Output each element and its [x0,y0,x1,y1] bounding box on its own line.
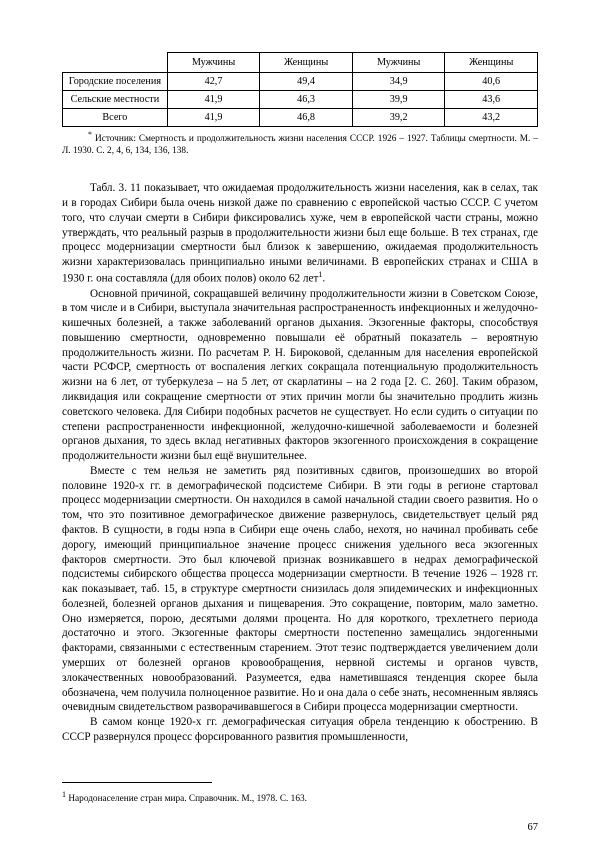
table-cell: 40,6 [445,73,538,91]
table-cell: 46,8 [260,109,353,127]
footnote-reference: 1 [318,270,323,279]
paragraph-1-text: Табл. 3. 11 показывает, что ожидаемая продолжительность жизни населения, как в селах, так и в городах Сибири была очень низкой даже по сравнению с европейской частью СССР. С учетом того, что случаи смерти в Сибири фиксировались хуже, чем в европейской части страны, можно утверждать, что реальный разрыв в продолжительности жизни был еще больше. В тех странах, где процесс модернизации смертности был близок к завершению, ожидаемая продолжительность жизни характеризовалась принципиально иными величинами. В европейских странах и США в 1930 г. она составляла (для обоих полов) около 62 лет [62,182,538,285]
table-cell: 41,9 [167,109,260,127]
table-cell: 43,2 [445,109,538,127]
table-header-row [63,53,538,73]
table-column-header: Мужчины [167,53,260,73]
paragraph-2: Основной причиной, сокращавшей величину продолжительности жизни в Советском Союзе, в том числе и в Сибири, выступала значительная распространенность инфекционных и желудочно-кишечных болезней, а также заболеваний органов дыхания. Экзогенные факторы, способствуя повышению смертности, одновременно повышали её обратный показатель – вероятную продолжительность жизни. По расчетам Р. Н. Бироковой, сделанным для населения европейской части РСФСР, смертность от воспаления легких сокращала потенциальную продолжительность жизни на 6 лет, от туберкулеза – на 5 лет, от скарлатины – на 2 года [2. С. 260]. Таким образом, ликвидация или сокращение смертности от этих причин могли бы значительно продлить жизнь советского человека. Для Сибири подобных расчетов не существует. Но если судить о ситуации по степени распространенности инфекционной, желудочно-кишечной заболеваемости и болезней органов дыхания, то здесь вклад негативных факторов экзогенного происхождения в сокращение продолжительности жизни был ещё внушительнее. [62,287,538,463]
table-cell: 34,9 [352,73,445,91]
table-row [63,109,538,127]
table-cell: 43,6 [445,91,538,109]
table-cell: 42,7 [167,73,260,91]
table-row-label: Городские поселения [63,73,168,91]
table-cell: 41,9 [167,91,260,109]
table-column-header: Женщины [445,53,538,73]
table-row-label: Сельские местности [63,91,168,109]
paragraph-1 [62,181,538,286]
table-column-header: Женщины [260,53,353,73]
footnote-marker: 1 [62,789,66,799]
table-source-note [62,130,538,157]
table-note-marker: * [88,130,92,139]
footnote-text: Народонаселение стран мира. Справочник. М., 1978. С. 163. [68,793,307,804]
paragraph-1-tail: . [322,272,326,285]
table-corner-cell [63,53,168,73]
page-footnote [62,790,538,805]
footnote-separator [62,782,212,783]
table-row-label: Всего [63,109,168,127]
table-row [63,91,538,109]
table-cell: 39,2 [352,109,445,127]
table-row [63,73,538,91]
page-number: 67 [527,822,538,833]
table-cell: 46,3 [260,91,353,109]
table-cell: 49,4 [260,73,353,91]
table-column-header: Мужчины [352,53,445,73]
table-cell: 39,9 [352,91,445,109]
paragraph-3: Вместе с тем нельзя не заметить ряд позитивных сдвигов, произошедших во второй половине 1920-х гг. в демографической подсистеме Сибири. В эти годы в регионе стартовал процесс модернизации смертности. Он находился в самой начальной стадии своего развития. Но о том, что это позитивное демографическое движение развернулось, свидетельствует целый ряд фактов. В сущности, в годы нэпа в Сибири еще очень слабо, нехотя, но начинал пробивать себе дорогу, имеющий принципиальное значение процесс снижения удельного веса экзогенных факторов смертности. Это был ключевой признак возникавшего в недрах демографической подсистемы сибирского общества процесса модернизации смертности. В течение 1926 – 1928 гг. как показывает, таб. 15, в структуре смертности снизилась доля эпидемических и инфекционных болезней, болезней органов дыхания и пищеварения. Это сокращение, повторим, мало заметно. Оно измеряется, порою, десятыми долями процента. Но для короткого, трехлетнего периода достаточно и этого. Экзогенные факторы смертности постепенно замещались эндогенными факторами, связанными с естественным старением. Этот тезис подтверждается увеличением доли умерших от болезней органов кровообращения, нервной системы и органов чувств, злокачественных новообразований. Разумеется, едва наметившаяся тенденция скорее была обозначена, чем получила полноценное развитие. Но и она дала о себе знать, несомненным являясь очевидным свидетельством разворачивавшегося в Сибири процесса модернизации смертности. [62,464,539,714]
body-text [62,181,538,744]
table-note-text: Источник: Смертность и продолжительность жизни населения СССР. 1926 – 1927. Таблицы смертности. М. – Л. 1930. С. 2, 4, 6, 134, 136, 138. [62,134,539,156]
life-expectancy-table [62,52,538,127]
paragraph-4: В самом конце 1920-х гг. демографическая ситуация обрела тенденцию к обострению. В СССР развернулся процесс форсированного развития промышленности, [62,716,538,743]
